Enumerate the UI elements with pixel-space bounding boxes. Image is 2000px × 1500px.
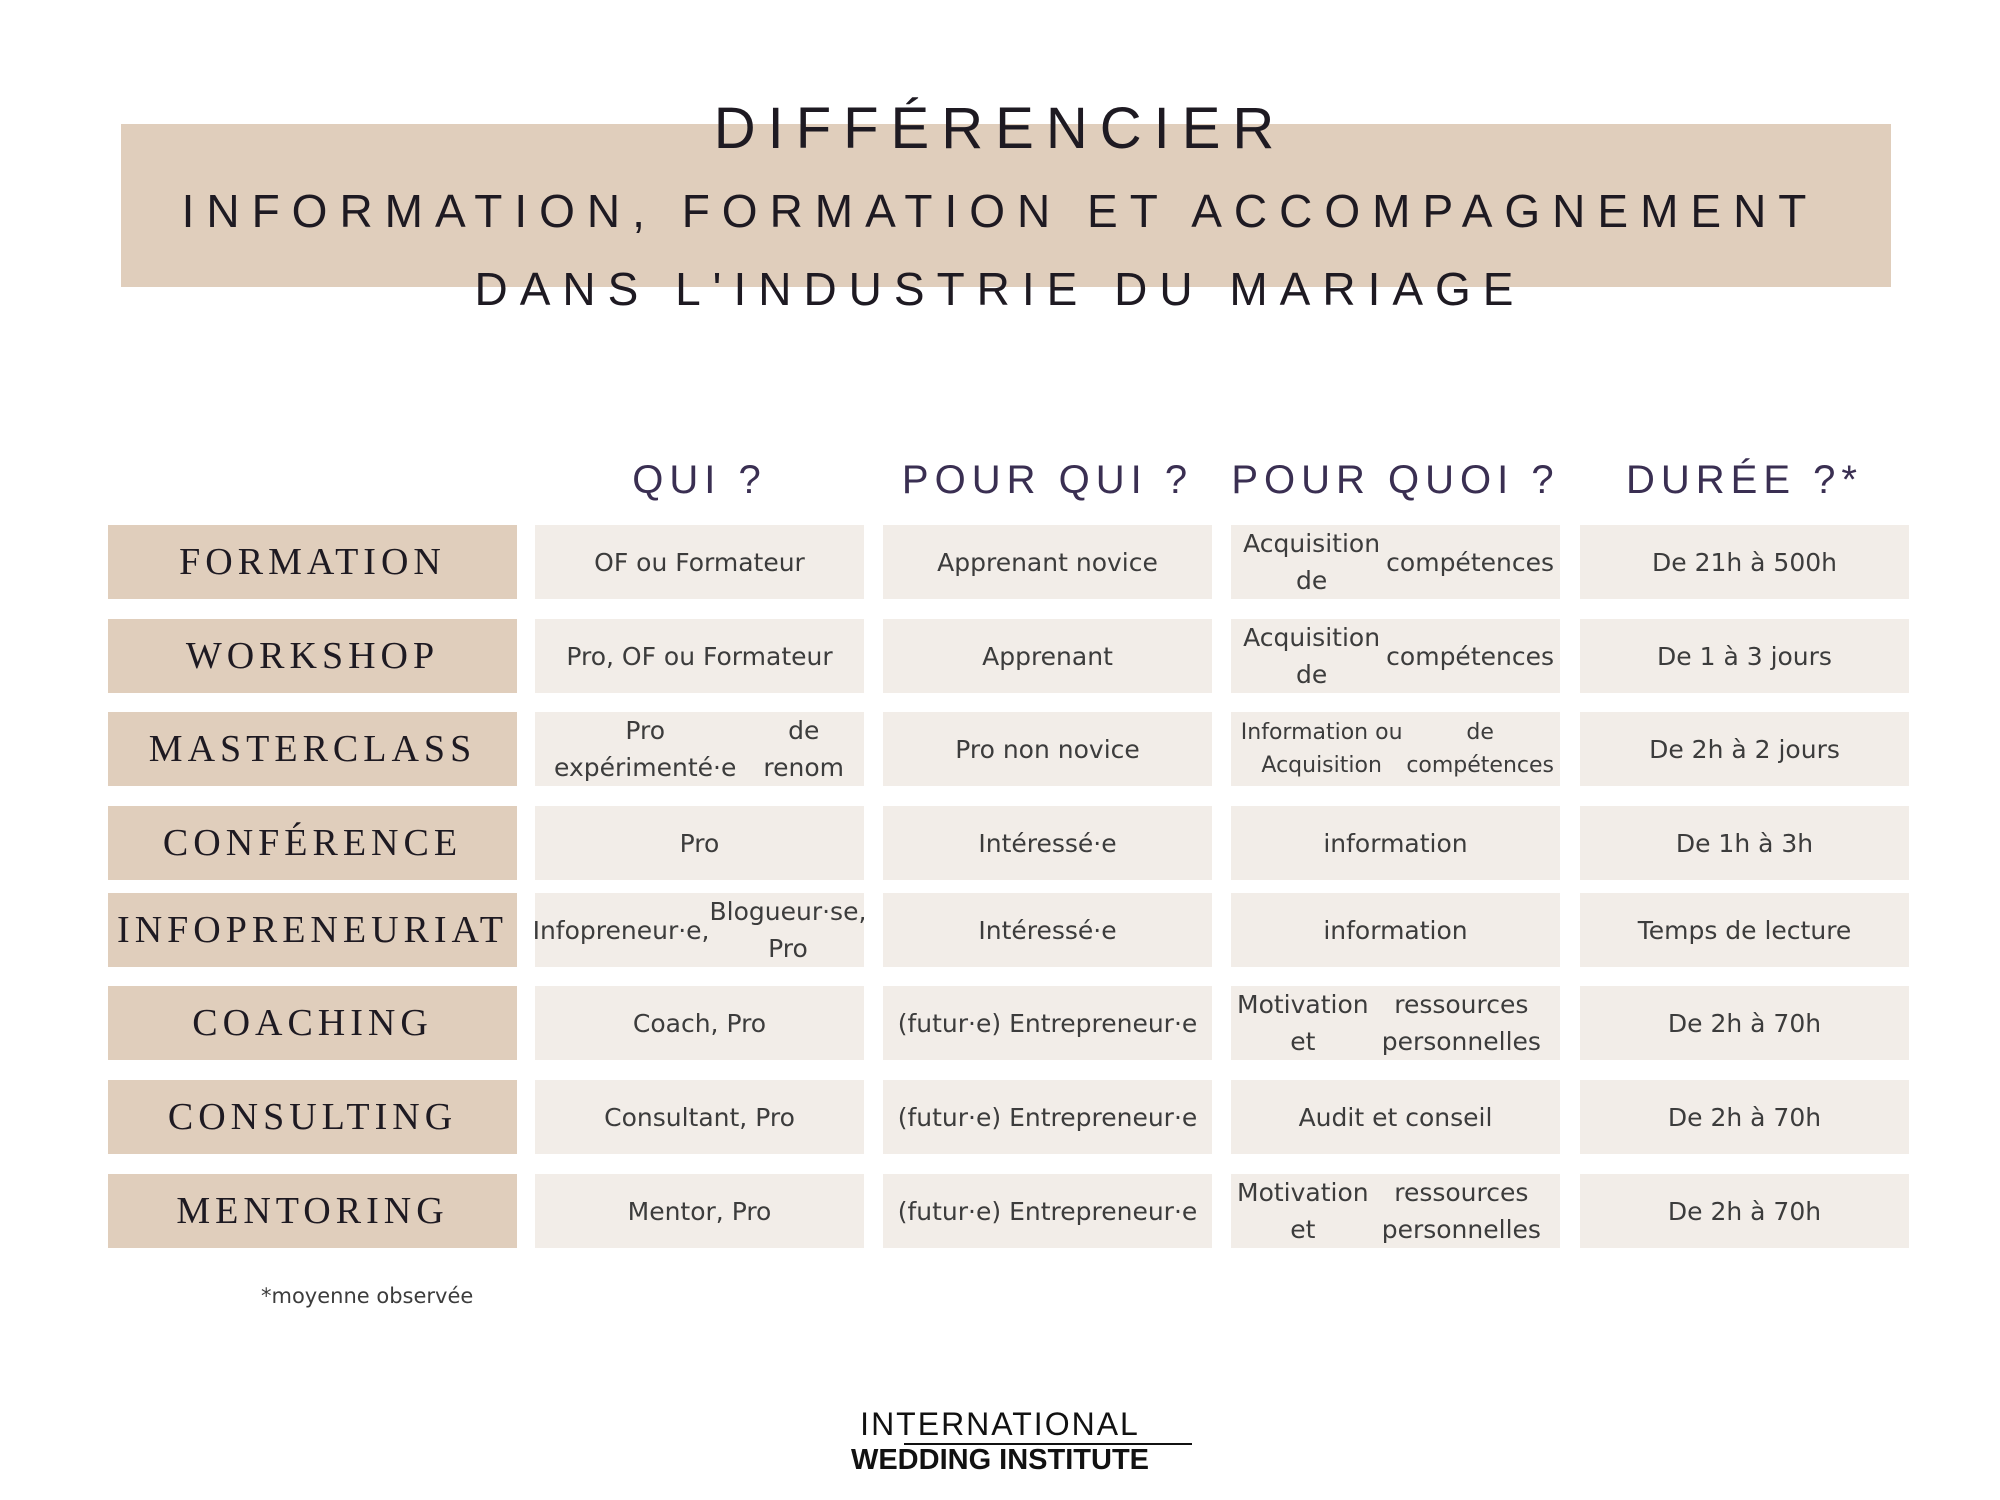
table-cell-pour-qui: Apprenant novice xyxy=(883,525,1212,599)
row-label-formation: FORMATION xyxy=(108,525,517,599)
table-cell-pour-qui: (futur·e) Entrepreneur·e xyxy=(883,986,1212,1060)
page-subtitle-line-2: DANS L'INDUSTRIE DU MARIAGE xyxy=(474,263,1526,315)
table-cell-pour-quoi: Acquisition de compétences xyxy=(1231,619,1560,693)
row-label-conférence: CONFÉRENCE xyxy=(108,806,517,880)
page-title: DIFFÉRENCIER xyxy=(713,96,1287,161)
logo-wedding-institute: WEDDING INSTITUTE xyxy=(850,1444,1150,1476)
table-cell-pour-qui: Pro non novice xyxy=(883,712,1212,786)
table-cell-duree: De 21h à 500h xyxy=(1580,525,1909,599)
table-cell-pour-quoi: information xyxy=(1231,806,1560,880)
table-cell-qui: Pro expérimenté·e de renom xyxy=(535,712,864,786)
row-label-consulting: CONSULTING xyxy=(108,1080,517,1154)
table-cell-qui: Pro, OF ou Formateur xyxy=(535,619,864,693)
column-header-pour-quoi: POUR QUOI ? xyxy=(1231,458,1560,502)
table-cell-qui: Pro xyxy=(535,806,864,880)
table-cell-pour-quoi: Acquisition de compétences xyxy=(1231,525,1560,599)
table-cell-pour-quoi: information xyxy=(1231,893,1560,967)
table-cell-pour-qui: (futur·e) Entrepreneur·e xyxy=(883,1080,1212,1154)
table-cell-duree: Temps de lecture xyxy=(1580,893,1909,967)
logo-international: INTERNATIONAL xyxy=(860,1406,1140,1442)
table-cell-duree: De 1 à 3 jours xyxy=(1580,619,1909,693)
table-cell-qui: Coach, Pro xyxy=(535,986,864,1060)
table-cell-pour-qui: (futur·e) Entrepreneur·e xyxy=(883,1174,1212,1248)
table-cell-duree: De 2h à 2 jours xyxy=(1580,712,1909,786)
column-header-duree: DURÉE ?* xyxy=(1626,458,1863,502)
column-header-qui: QUI ? xyxy=(632,458,767,502)
footnote: *moyenne observée xyxy=(261,1284,474,1308)
row-label-masterclass: MASTERCLASS xyxy=(108,712,517,786)
table-cell-duree: De 2h à 70h xyxy=(1580,1080,1909,1154)
table-cell-qui: OF ou Formateur xyxy=(535,525,864,599)
table-cell-pour-qui: Intéressé·e xyxy=(883,806,1212,880)
row-label-coaching: COACHING xyxy=(108,986,517,1060)
table-cell-duree: De 1h à 3h xyxy=(1580,806,1909,880)
table-cell-duree: De 2h à 70h xyxy=(1580,986,1909,1060)
table-cell-pour-quoi: Motivation et ressources personnelles xyxy=(1231,986,1560,1060)
row-label-infopreneuriat: INFOPRENEURIAT xyxy=(108,893,517,967)
table-cell-qui: Infopreneur·e, Blogueur·se, Pro xyxy=(535,893,864,967)
table-cell-pour-qui: Apprenant xyxy=(883,619,1212,693)
column-header-pour-qui: POUR QUI ? xyxy=(901,458,1194,502)
table-cell-pour-quoi: Information ou Acquisition de compétences xyxy=(1231,712,1560,786)
page-subtitle-line-1: INFORMATION, FORMATION ET ACCOMPAGNEMENT xyxy=(181,185,1819,237)
row-label-mentoring: MENTORING xyxy=(108,1174,517,1248)
table-cell-qui: Mentor, Pro xyxy=(535,1174,864,1248)
table-cell-pour-quoi: Motivation et ressources personnelles xyxy=(1231,1174,1560,1248)
table-cell-duree: De 2h à 70h xyxy=(1580,1174,1909,1248)
table-cell-pour-quoi: Audit et conseil xyxy=(1231,1080,1560,1154)
table-cell-qui: Consultant, Pro xyxy=(535,1080,864,1154)
row-label-workshop: WORKSHOP xyxy=(108,619,517,693)
table-cell-pour-qui: Intéressé·e xyxy=(883,893,1212,967)
